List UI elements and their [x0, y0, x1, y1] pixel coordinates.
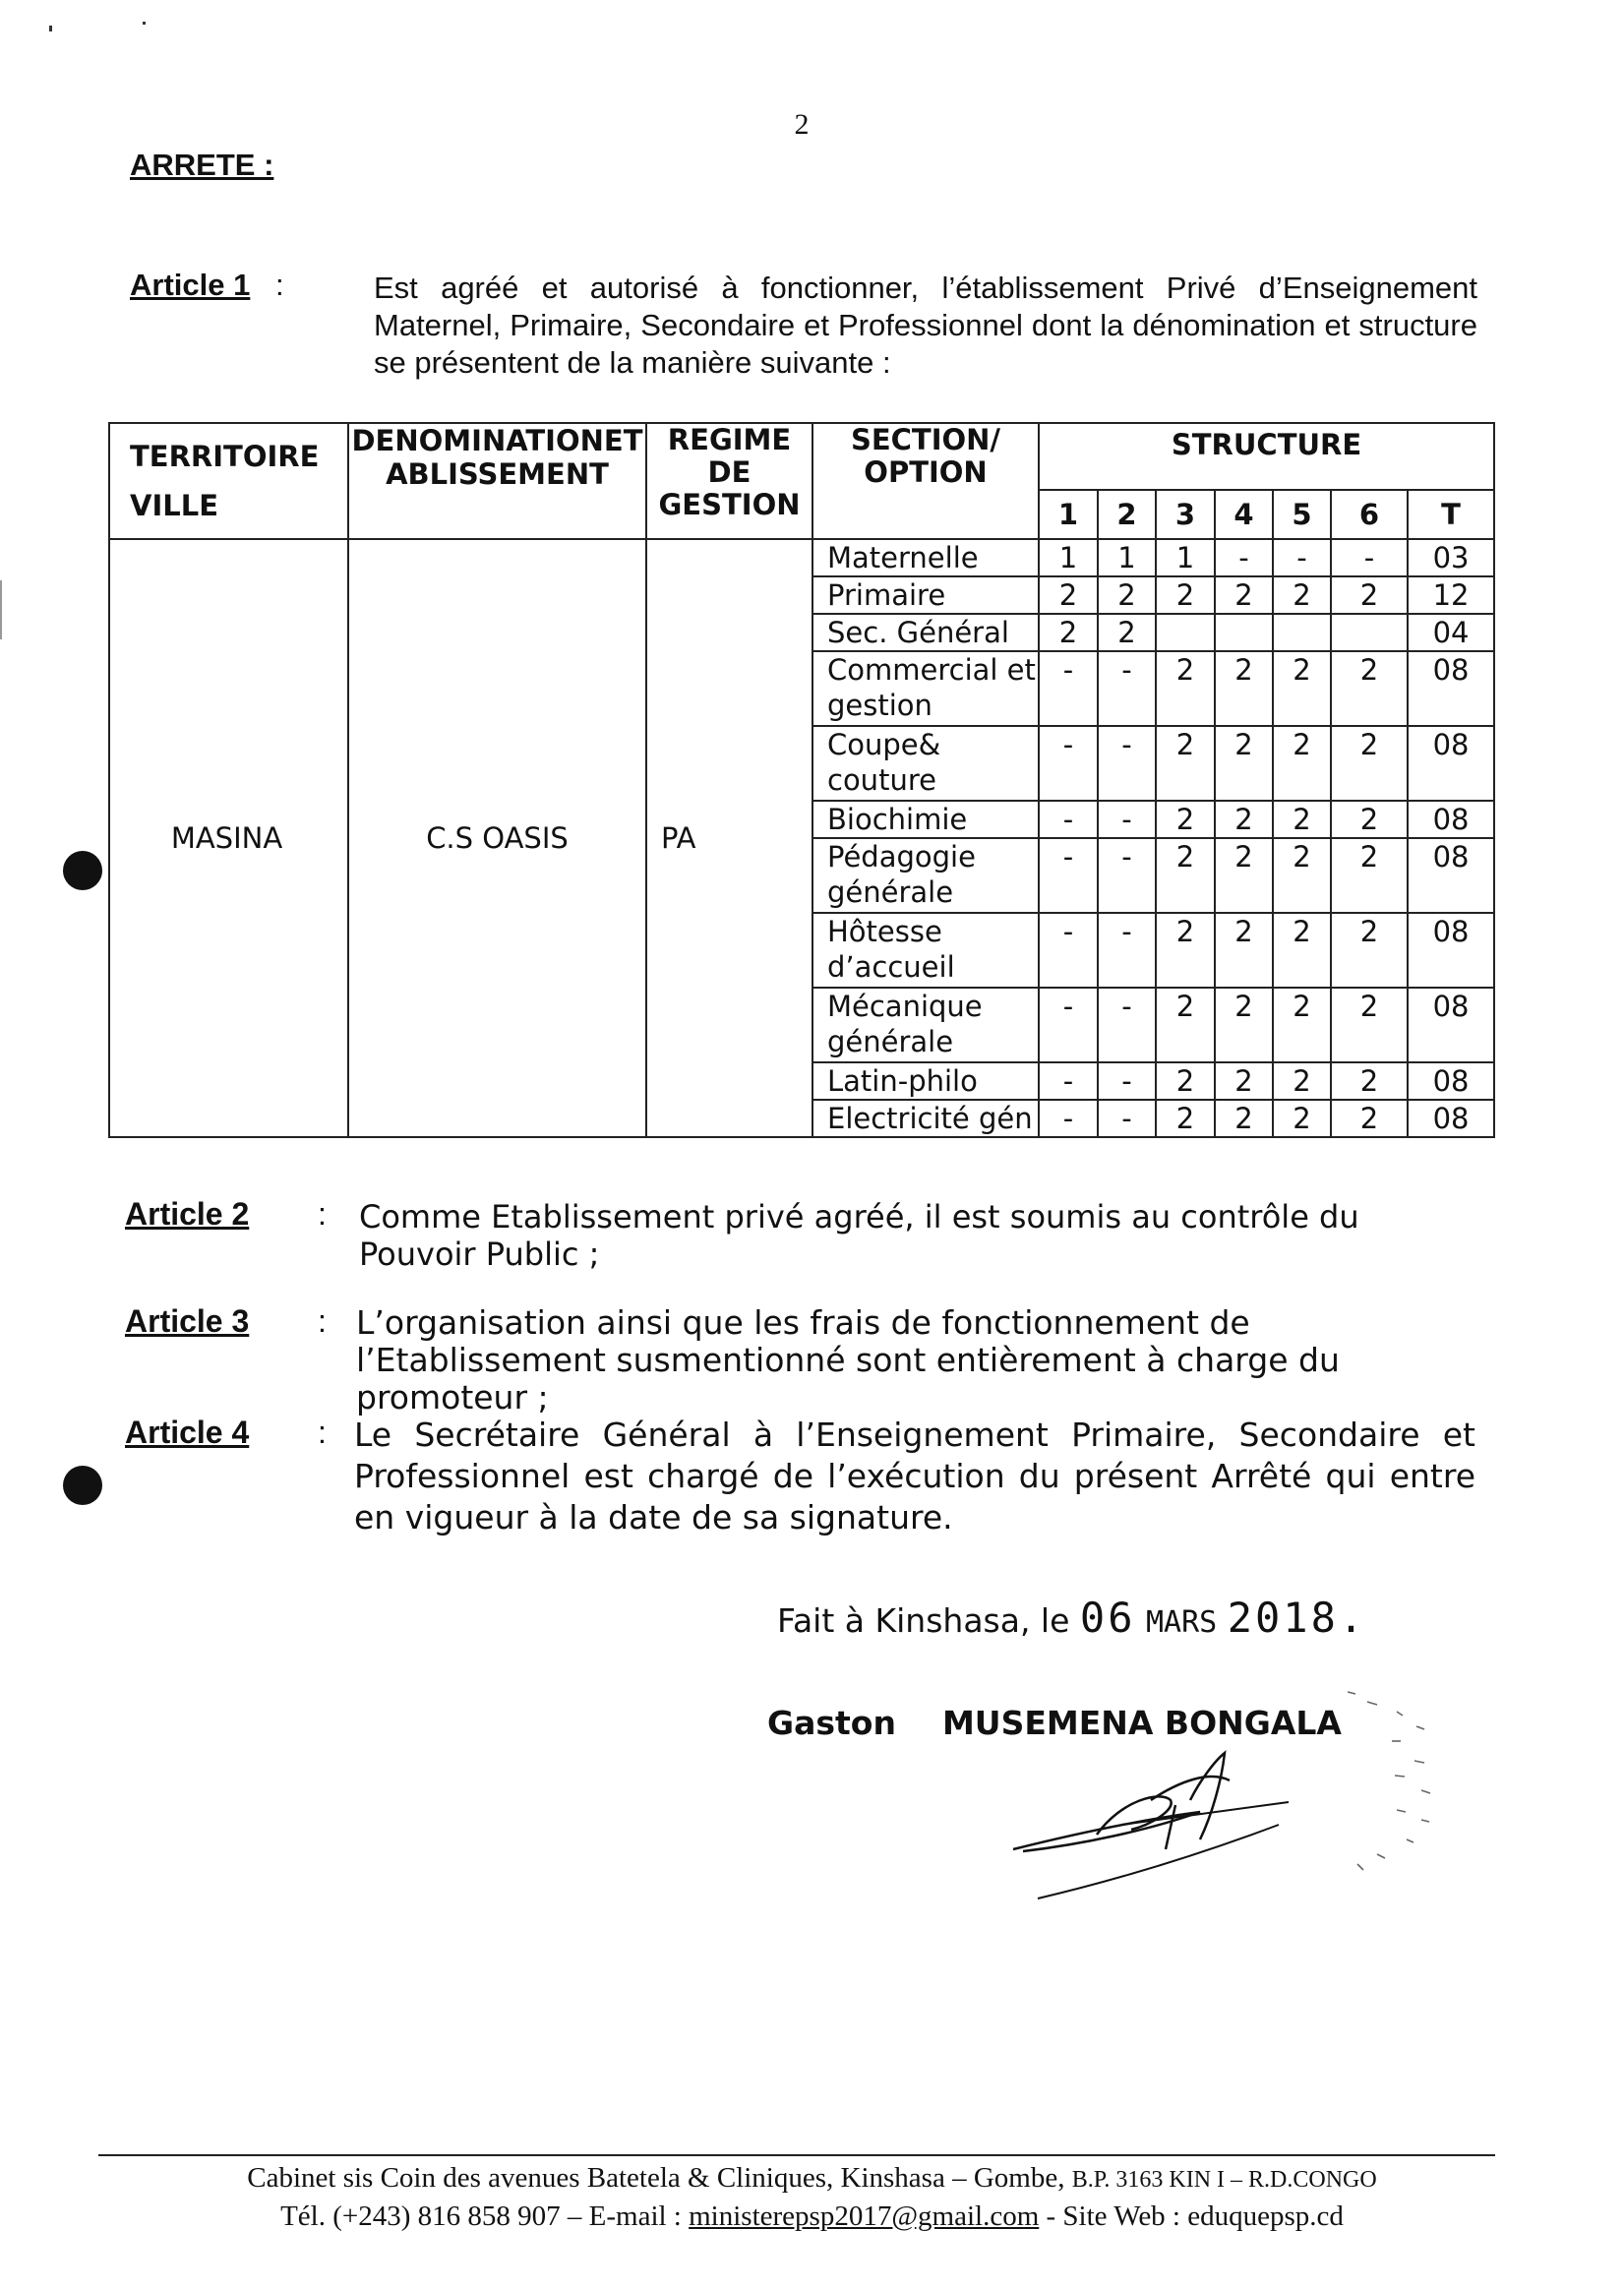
structure-cell-3: 2: [1156, 726, 1215, 801]
section-option-cell: [812, 1062, 1039, 1100]
structure-cell-5: [1273, 614, 1331, 651]
structure-cell-5: 2: [1273, 726, 1331, 801]
structure-cell-6: 2: [1331, 988, 1408, 1062]
article1-text: Est agréé et autorisé à fonctionner, l’établissement Privé d’Enseignement Maternel, Primaire, Secondaire et Professionnel dont la dénomination et structure se présentent de la manière suivante :: [374, 271, 1477, 380]
structure-cell-1: -: [1039, 838, 1098, 913]
section-option-label: Coupe&: [827, 728, 941, 761]
header-ville: VILLE: [130, 489, 219, 522]
structure-cell-5: 2: [1273, 651, 1331, 726]
page-number: 2: [794, 108, 810, 141]
structure-cell-2: -: [1098, 651, 1156, 726]
section-option-cell: [812, 576, 1039, 614]
structure-cell-3: 2: [1156, 913, 1215, 988]
footer-po-box: B.P. 3163 KIN I – R.D.CONGO: [1071, 2167, 1377, 2193]
structure-cell-5: -: [1273, 539, 1331, 576]
footer-phone: Tél. (+243) 816 858 907 – E-mail :: [280, 2200, 682, 2232]
structure-cell-2: -: [1098, 726, 1156, 801]
structure-cell-4: 2: [1215, 913, 1273, 988]
header-denomination: [348, 423, 646, 539]
structure-cell-2: -: [1098, 913, 1156, 988]
structure-cell-1: 2: [1039, 614, 1098, 651]
header-section: [812, 423, 1039, 539]
table-row: [109, 539, 1494, 576]
structure-cell-2: 1: [1098, 539, 1156, 576]
header-section-line1: SECTION/: [850, 423, 1001, 456]
structure-cell-1: 2: [1039, 576, 1098, 614]
section-option-label-line2: d’accueil: [827, 950, 955, 984]
structure-cell-5: 2: [1273, 1062, 1331, 1100]
structure-cell-1: 1: [1039, 539, 1098, 576]
structure-cell-T: 08: [1408, 988, 1494, 1062]
header-territoire: TERRITOIRE: [130, 440, 320, 473]
footer-line2: [0, 2200, 1624, 2233]
section-option-label: Biochimie: [827, 803, 968, 836]
signature-date-month: MARS: [1145, 1605, 1218, 1640]
scan-mark: [143, 22, 146, 25]
structure-cell-6: -: [1331, 539, 1408, 576]
structure-cell-4: [1215, 614, 1273, 651]
article3-label: Article 3: [125, 1303, 250, 1339]
header-territoire-ville: [109, 423, 348, 539]
structure-cell-4: 2: [1215, 726, 1273, 801]
structure-cell-5: 2: [1273, 838, 1331, 913]
structure-cell-4: 2: [1215, 1062, 1273, 1100]
signature-date-year: 2018: [1227, 1594, 1339, 1642]
section-option-cell: [812, 838, 1039, 913]
structure-cell-1: -: [1039, 651, 1098, 726]
structure-cell-5: 2: [1273, 988, 1331, 1062]
footer-line1: [0, 2162, 1624, 2195]
structure-cell-4: -: [1215, 539, 1273, 576]
structure-cell-2: -: [1098, 801, 1156, 838]
structure-cell-T: 08: [1408, 838, 1494, 913]
structure-cell-T: 08: [1408, 1100, 1494, 1137]
structure-cell-1: -: [1039, 988, 1098, 1062]
section-option-label: Primaire: [827, 578, 946, 612]
structure-cell-3: 2: [1156, 988, 1215, 1062]
signature-place: Fait à Kinshasa, le: [777, 1601, 1070, 1640]
article2-colon: :: [318, 1196, 327, 1232]
structure-cell-T: 04: [1408, 614, 1494, 651]
territoire-cell: [109, 539, 348, 1137]
structure-cell-4: 2: [1215, 576, 1273, 614]
section-option-cell: [812, 539, 1039, 576]
header-structure: STRUCTURE: [1039, 423, 1494, 490]
signer-name: [767, 1704, 1342, 1742]
structure-cell-1: -: [1039, 1062, 1098, 1100]
structure-cell-6: 2: [1331, 838, 1408, 913]
article2-text: Comme Etablissement privé agréé, il est soumis au contrôle du Pouvoir Public ;: [359, 1198, 1359, 1273]
header-regime-line1: REGIME: [667, 423, 792, 456]
section-option-label: Commercial et: [827, 653, 1036, 687]
structure-cell-1: -: [1039, 1100, 1098, 1137]
structure-cell-6: 2: [1331, 576, 1408, 614]
section-option-label-line2: générale: [827, 1025, 954, 1058]
structure-cell-3: 2: [1156, 1062, 1215, 1100]
signature-place-date: Fait à Kinshasa, le 06 MARS 2018.: [777, 1594, 1367, 1642]
scan-mark: [49, 26, 52, 31]
structure-cell-6: 2: [1331, 1100, 1408, 1137]
structure-cell-6: 2: [1331, 726, 1408, 801]
structure-cell-2: -: [1098, 838, 1156, 913]
header-regime-line3: GESTION: [658, 488, 801, 521]
stamp-trace: [1338, 1672, 1456, 1879]
structure-cell-6: 2: [1331, 913, 1408, 988]
binder-hole-mark: [63, 1466, 102, 1505]
section-option-cell: [812, 614, 1039, 651]
structure-cell-2: 2: [1098, 576, 1156, 614]
header-col-3: 3: [1156, 490, 1215, 539]
structure-cell-T: 08: [1408, 726, 1494, 801]
section-option-label: Maternelle: [827, 541, 979, 574]
binder-hole-mark: [63, 851, 102, 890]
footer-email-link[interactable]: ministerepsp2017@gmail.com: [689, 2200, 1040, 2232]
article3-colon: :: [318, 1303, 327, 1339]
structure-cell-T: 08: [1408, 913, 1494, 988]
structure-cell-5: 2: [1273, 576, 1331, 614]
header-col-6: 6: [1331, 490, 1408, 539]
section-option-cell: [812, 913, 1039, 988]
header-section-line2: OPTION: [864, 455, 988, 489]
header-col-2: 2: [1098, 490, 1156, 539]
header-col-4: 4: [1215, 490, 1273, 539]
section-option-label: Hôtesse: [827, 915, 942, 948]
header-col-5: 5: [1273, 490, 1331, 539]
structure-cell-4: 2: [1215, 801, 1273, 838]
article4-colon: :: [318, 1415, 327, 1450]
denomination-cell: [348, 539, 646, 1137]
structure-cell-T: 12: [1408, 576, 1494, 614]
structure-cell-2: -: [1098, 988, 1156, 1062]
signature-date-day: 06: [1079, 1594, 1136, 1642]
structure-cell-3: 1: [1156, 539, 1215, 576]
section-option-label: Latin-philo: [827, 1064, 978, 1098]
section-option-label: Mécanique: [827, 990, 983, 1023]
section-option-cell: [812, 801, 1039, 838]
regime-cell-text: PA: [661, 821, 696, 855]
article3-text: L’organisation ainsi que les frais de fonctionnement de l’Etablissement susmentionné sont entièrement à charge du promoteur ;: [356, 1303, 1340, 1416]
structure-cell-4: 2: [1215, 988, 1273, 1062]
section-option-cell: [812, 726, 1039, 801]
structure-cell-3: 2: [1156, 838, 1215, 913]
structure-cell-T: 08: [1408, 1062, 1494, 1100]
section-option-label: Sec. Général: [827, 616, 1009, 649]
section-option-cell: [812, 1100, 1039, 1137]
section-option-label: Electricité gén: [827, 1102, 1033, 1135]
regime-cell: [646, 539, 812, 1137]
structure-cell-3: 2: [1156, 576, 1215, 614]
section-option-label-line2: gestion: [827, 689, 932, 722]
header-col-T: T: [1408, 490, 1494, 539]
structure-cell-1: -: [1039, 913, 1098, 988]
article2-label: Article 2: [125, 1196, 250, 1232]
article1-label: Article 1: [130, 268, 251, 302]
structure-cell-T: 08: [1408, 801, 1494, 838]
territoire-cell-text: MASINA: [170, 821, 283, 855]
signer-last-name: MUSEMENA BONGALA: [941, 1704, 1342, 1742]
article4-text: Le Secrétaire Général à l’Enseignement Primaire, Secondaire et Professionnel est chargé de l’exécution du présent Arrêté qui entre en vigueur à la date de sa signature.: [354, 1416, 1475, 1537]
header-col-1: 1: [1039, 490, 1098, 539]
article4-label: Article 4: [125, 1415, 250, 1450]
section-option-cell: [812, 988, 1039, 1062]
structure-cell-T: 08: [1408, 651, 1494, 726]
structure-cell-2: 2: [1098, 614, 1156, 651]
structure-cell-1: -: [1039, 801, 1098, 838]
structure-cell-6: 2: [1331, 801, 1408, 838]
article1-colon: :: [275, 268, 284, 302]
structure-cell-5: 2: [1273, 1100, 1331, 1137]
structure-cell-3: 2: [1156, 1100, 1215, 1137]
section-option-cell: [812, 651, 1039, 726]
left-edge-mark: [0, 580, 2, 639]
structure-cell-2: -: [1098, 1100, 1156, 1137]
section-option-label-line2: couture: [827, 763, 936, 797]
structure-cell-1: -: [1039, 726, 1098, 801]
structure-cell-4: 2: [1215, 1100, 1273, 1137]
header-denomination-line2: ABLISSEMENT: [386, 457, 609, 491]
structure-cell-5: 2: [1273, 801, 1331, 838]
section-option-label: Pédagogie: [827, 840, 976, 874]
denomination-cell-text: C.S OASIS: [426, 821, 569, 855]
header-denomination-line1: DENOMINATIONET: [351, 424, 643, 457]
structure-cell-T: 03: [1408, 539, 1494, 576]
structure-cell-5: 2: [1273, 913, 1331, 988]
footer-address: Cabinet sis Coin des avenues Batetela & Cliniques, Kinshasa – Gombe,: [247, 2162, 1065, 2194]
structure-cell-3: 2: [1156, 801, 1215, 838]
structure-cell-4: 2: [1215, 838, 1273, 913]
structure-cell-6: [1331, 614, 1408, 651]
section-option-label-line2: générale: [827, 875, 954, 909]
structure-cell-6: 2: [1331, 651, 1408, 726]
arrete-heading: ARRETE :: [130, 148, 274, 182]
structure-cell-6: 2: [1331, 1062, 1408, 1100]
structure-cell-3: [1156, 614, 1215, 651]
structure-cell-2: -: [1098, 1062, 1156, 1100]
footer-divider: [98, 2154, 1495, 2156]
header-regime-line2: DE: [707, 455, 752, 489]
header-regime: [646, 423, 812, 539]
footer-website: - Site Web : eduquepsp.cd: [1046, 2200, 1344, 2232]
structure-cell-3: 2: [1156, 651, 1215, 726]
structure-table: [108, 422, 1495, 1138]
signer-first-name: Gaston: [767, 1704, 896, 1742]
structure-cell-4: 2: [1215, 651, 1273, 726]
